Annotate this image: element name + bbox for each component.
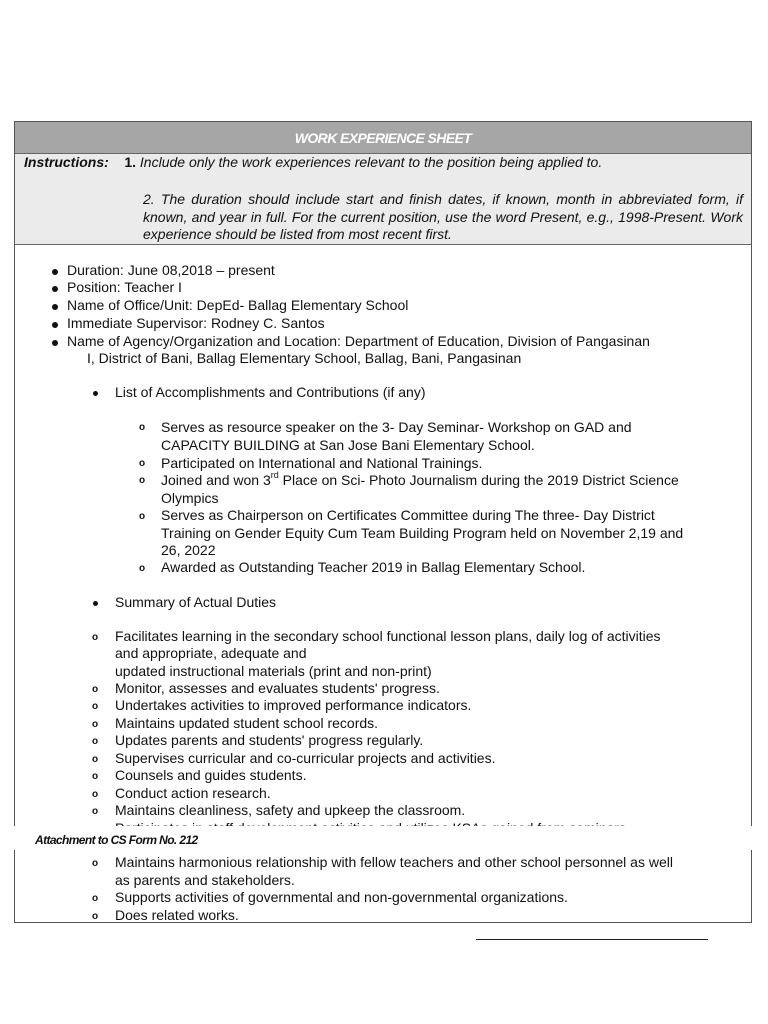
- duty-text: as parents and stakeholders.: [115, 872, 295, 888]
- circle-bullet-icon: o: [139, 511, 146, 522]
- detail-text: Position: Teacher I: [67, 279, 182, 295]
- circle-bullet-icon: o: [92, 771, 99, 782]
- instructions-label: Instructions:: [24, 154, 109, 170]
- circle-bullet-icon: o: [139, 563, 146, 574]
- instructions-box: [15, 154, 751, 245]
- accomplishment-text: Training on Gender Equity Cum Team Building Program held on November 2,19 and: [161, 525, 684, 541]
- bullet-icon: [52, 304, 58, 310]
- duty-text: Conduct action research.: [115, 785, 271, 801]
- duty-text: Maintains harmonious relationship with fellow teachers and other school personnel as well: [115, 854, 673, 870]
- accomplishment-text: Serves as Chairperson on Certificates Committee during The three- Day District: [161, 507, 655, 523]
- circle-bullet-icon: o: [139, 475, 146, 486]
- circle-bullet-icon: o: [92, 719, 99, 730]
- circle-bullet-icon: o: [139, 422, 146, 433]
- duty-text: Supervises curricular and co-curricular projects and activities.: [115, 750, 496, 766]
- bullet-icon: [52, 322, 58, 328]
- duty-text: Undertakes activities to improved performance indicators.: [115, 697, 472, 713]
- duty-text: Monitor, assesses and evaluates students' progress.: [115, 680, 440, 696]
- bullet-icon: [93, 391, 98, 396]
- duty-text: and appropriate, adequate and: [115, 645, 307, 661]
- circle-bullet-icon: o: [92, 684, 99, 695]
- duty-text: Maintains cleanliness, safety and upkeep the classroom.: [115, 802, 466, 818]
- sheet-title: WORK EXPERIENCE SHEET: [294, 129, 472, 146]
- duty-text: Facilitates learning in the secondary school functional lesson plans, daily log of activities: [115, 628, 661, 644]
- circle-bullet-icon: o: [92, 701, 99, 712]
- detail-text-continued: I, District of Bani, Ballag Elementary School, Ballag, Bani, Pangasinan: [87, 350, 522, 366]
- accomplishment-text: CAPACITY BUILDING at San Jose Bani Elementary School.: [161, 437, 535, 453]
- accomplishment-text: 26, 2022: [161, 542, 216, 558]
- signature-line: [476, 939, 708, 940]
- accomplishment-text: Place on Sci- Photo Journalism during the 2019 District Science: [278, 472, 679, 488]
- accomplishment-text: Olympics: [161, 490, 219, 506]
- circle-bullet-icon: o: [92, 858, 99, 869]
- accomplishments-heading: List of Accomplishments and Contributions (if any): [115, 384, 426, 400]
- accomplishment-text: Participated on International and National Trainings.: [161, 455, 483, 471]
- circle-bullet-icon: o: [92, 911, 99, 922]
- accomplishment-text: Awarded as Outstanding Teacher 2019 in Ballag Elementary School.: [161, 559, 586, 575]
- bullet-icon: [93, 601, 98, 606]
- circle-bullet-icon: o: [92, 893, 99, 904]
- bullet-icon: [52, 269, 58, 275]
- accomplishment-text: Joined and won 3: [161, 472, 271, 488]
- accomplishment-text-award: [161, 472, 679, 488]
- sheet-title-bar: [15, 122, 751, 154]
- detail-text: Name of Agency/Organization and Location: Department of Education, Division of Pangasinan: [67, 333, 650, 349]
- detail-text: Duration: June 08,2018 – present: [67, 262, 275, 278]
- duties-heading: Summary of Actual Duties: [115, 594, 277, 610]
- detail-text: Immediate Supervisor: Rodney C. Santos: [67, 315, 325, 331]
- circle-bullet-icon: o: [92, 736, 99, 747]
- detail-text: Name of Office/Unit: DepEd- Ballag Elementary School: [67, 297, 409, 313]
- accomplishment-text: Serves as resource speaker on the 3- Day Seminar- Workshop on GAD and: [161, 419, 632, 435]
- instruction-text-1: Include only the work experiences relevant to the position being applied to.: [139, 154, 603, 170]
- circle-bullet-icon: o: [139, 458, 146, 469]
- duty-text: Supports activities of governmental and non-governmental organizations.: [115, 889, 568, 905]
- bullet-icon: [52, 286, 58, 292]
- ordinal-suffix: rd: [270, 470, 279, 480]
- instruction-line-1: [24, 154, 602, 170]
- work-experience-sheet: [14, 121, 752, 923]
- circle-bullet-icon: o: [92, 754, 99, 765]
- instruction-text-2: 2. The duration should include start and finish dates, if known, month in abbreviated form, if known, and year in full. For the current position, use the word Present, e.g., 1998-Present. Work experience should be listed from most recent first.: [143, 191, 743, 242]
- duty-text: Maintains updated student school records.: [115, 715, 379, 731]
- duty-text: Updates parents and students' progress regularly.: [115, 732, 424, 748]
- circle-bullet-icon: o: [92, 789, 99, 800]
- duty-text: Does related works.: [115, 907, 239, 923]
- circle-bullet-icon: o: [92, 632, 99, 643]
- circle-bullet-icon: o: [92, 806, 99, 817]
- instruction-number-1: 1.: [124, 154, 137, 170]
- duty-text: updated instructional materials (print and non-print): [115, 663, 432, 679]
- bullet-icon: [52, 340, 58, 346]
- duty-text: Counsels and guides students.: [115, 767, 307, 783]
- attachment-label: Attachment to CS Form No. 212: [35, 833, 198, 847]
